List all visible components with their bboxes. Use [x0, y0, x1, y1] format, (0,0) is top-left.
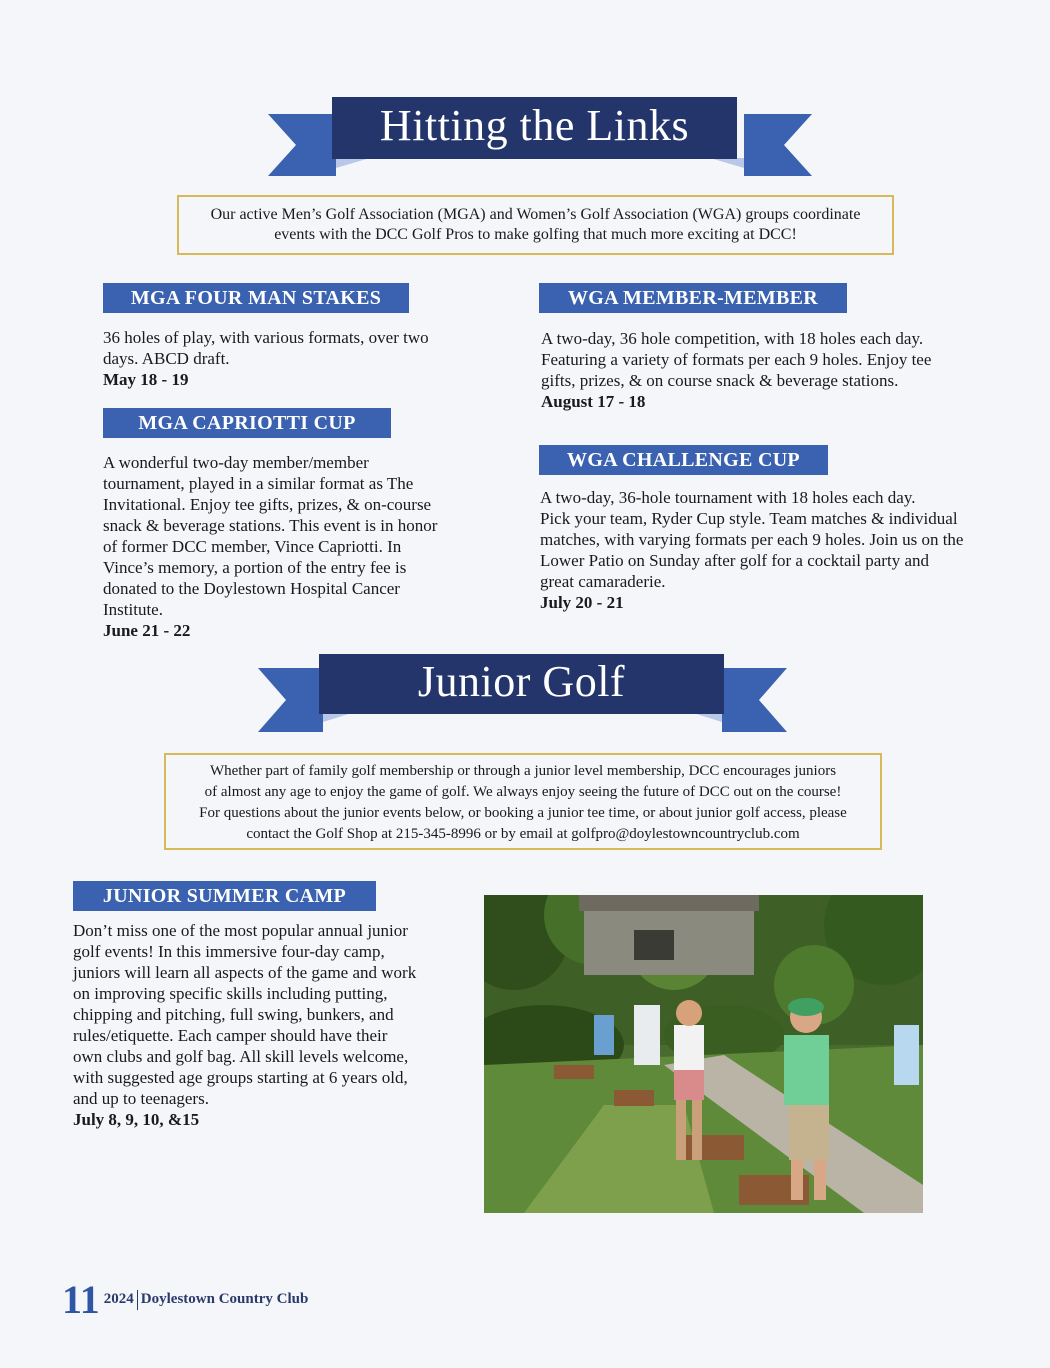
mga-four-man-label: MGA FOUR MAN STAKES — [103, 283, 409, 313]
wga-member-date: August 17 - 18 — [541, 392, 646, 411]
text-line: rules/etiquette. Each camper should have their — [73, 1026, 388, 1045]
page-number: 11 — [62, 1277, 100, 1322]
junior-intro-line: For questions about the junior events below, or booking a junior tee time, or about junior golf access, please — [199, 805, 847, 821]
text-line: with suggested age groups starting at 6 years old, — [73, 1068, 408, 1087]
links-intro-line: events with the DCC Golf Pros to make golfing that much more exciting at DCC! — [274, 226, 797, 243]
text-line: snack & beverage stations. This event is in honor — [103, 516, 438, 535]
text-line: Lower Patio on Sunday after golf for a cocktail party and — [540, 551, 929, 570]
links-banner — [0, 0, 1050, 190]
text-line: A wonderful two-day member/member — [103, 453, 369, 472]
mga-four-man-date: May 18 - 19 — [103, 370, 189, 389]
mga-capriotti-date: June 21 - 22 — [103, 621, 191, 640]
text-line: gifts, prizes, & on course snack & beverage stations. — [541, 371, 899, 390]
footer-club-name: Doylestown Country Club — [140, 1291, 309, 1307]
wga-member-label: WGA MEMBER-MEMBER — [539, 283, 847, 313]
junior-golf-photo — [484, 895, 923, 1213]
text-line: and up to teenagers. — [73, 1089, 209, 1108]
text-line: Don’t miss one of the most popular annual junior — [73, 921, 408, 940]
text-line: donated to the Doylestown Hospital Cancer — [103, 579, 400, 598]
junior-intro-line: Whether part of family golf membership or through a junior level membership, DCC encourages juniors — [209, 763, 837, 779]
junior-title: Junior Golf — [417, 657, 626, 706]
wga-member-body — [541, 328, 981, 412]
links-banner-ribbon — [0, 0, 1050, 190]
wga-challenge-label: WGA CHALLENGE CUP — [539, 445, 828, 475]
text-line: A two-day, 36 hole competition, with 18 holes each day. — [541, 329, 924, 348]
junior-intro-line: of almost any age to enjoy the game of golf. We always enjoy seeing the future of DCC out on the course! — [204, 784, 842, 800]
junior-camp-body — [73, 920, 473, 1130]
text-line: matches, with varying formats per each 9 holes. Join us on the — [540, 530, 964, 549]
text-line: own clubs and golf bag. All skill levels welcome, — [73, 1047, 409, 1066]
text-line: of former DCC member, Vince Capriotti. In — [103, 537, 402, 556]
photo-illustration — [484, 895, 923, 1213]
text-line: Vince’s memory, a portion of the entry fee is — [103, 558, 407, 577]
mga-capriotti-label: MGA CAPRIOTTI CUP — [103, 408, 391, 438]
page-footer — [62, 1276, 308, 1323]
wga-challenge-date: July 20 - 21 — [540, 593, 624, 612]
text-line: on improving specific skills including putting, — [73, 984, 388, 1003]
links-intro-box — [177, 195, 894, 255]
junior-camp-date: July 8, 9, 10, &15 — [73, 1110, 200, 1129]
links-intro-line: Our active Men’s Golf Association (MGA) and Women’s Golf Association (WGA) groups coordinate — [210, 206, 861, 223]
text-line: great camaraderie. — [540, 572, 666, 591]
wga-challenge-body — [540, 487, 980, 613]
links-title: Hitting the Links — [379, 101, 690, 150]
junior-intro-box — [164, 753, 882, 850]
footer-divider — [137, 1290, 138, 1310]
text-line: juniors will learn all aspects of the game and work — [73, 963, 417, 982]
footer-year: 2024 — [103, 1291, 134, 1307]
junior-camp-label: JUNIOR SUMMER CAMP — [73, 881, 376, 911]
junior-banner — [0, 640, 1050, 740]
text-line: Pick your team, Ryder Cup style. Team matches & individual — [540, 509, 958, 528]
text-line: A two-day, 36-hole tournament with 18 holes each day. — [540, 488, 916, 507]
text-line: golf events! In this immersive four-day camp, — [73, 942, 385, 961]
text-line: Featuring a variety of formats per each 9 holes. Enjoy tee — [541, 350, 932, 369]
junior-intro-line: contact the Golf Shop at 215-345-8996 or by email at golfpro@doylestowncountryclub.com — [246, 826, 800, 842]
text-line: Invitational. Enjoy tee gifts, prizes, & on-course — [103, 495, 432, 514]
mga-four-man-body — [103, 327, 473, 390]
text-line: days. ABCD draft. — [103, 349, 230, 368]
text-line: chipping and pitching, full swing, bunkers, and — [73, 1005, 394, 1024]
text-line: 36 holes of play, with various formats, over two — [103, 328, 429, 347]
text-line: Institute. — [103, 600, 163, 619]
mga-capriotti-body — [103, 452, 473, 641]
text-line: tournament, played in a similar format as The — [103, 474, 414, 493]
